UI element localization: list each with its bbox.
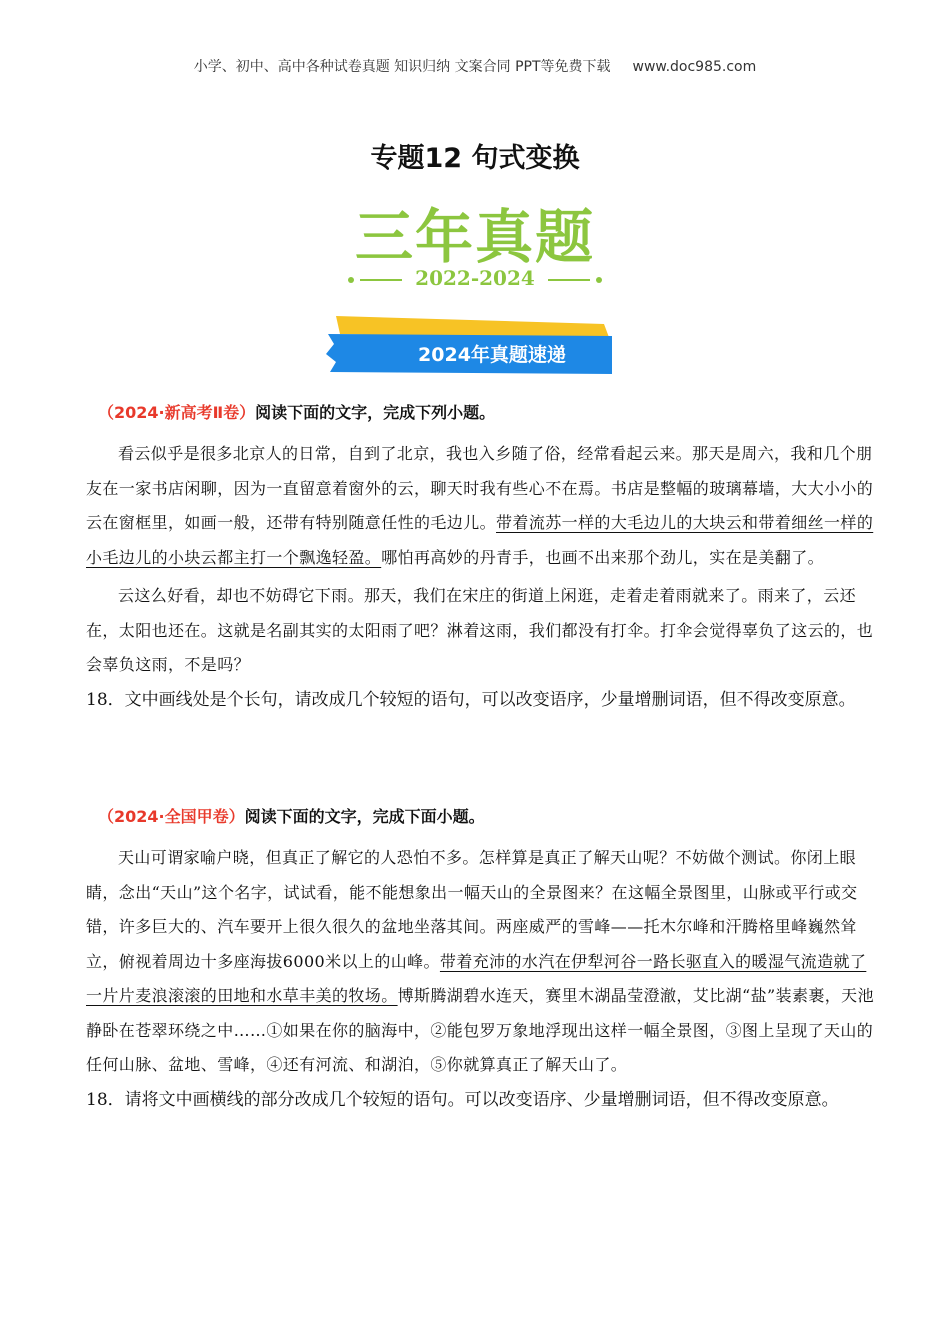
question-1-instruction: 阅读下面的文字，完成下列小题。 [255,403,496,422]
site-header [0,56,950,76]
question-1-paragraph-1 [86,437,876,575]
site-header-text: 小学、初中、高中各种试卷真题 知识归纳 文案合同 PPT等免费下载 [193,59,611,75]
right-dot-icon [596,277,602,283]
left-divider [360,279,402,281]
question-2-header [98,804,876,827]
question-1-source: （2024·新高考Ⅱ卷） [98,403,256,422]
question-2-source: （2024·全国甲卷） [98,807,245,826]
question-2-task: 18．请将文中画横线的部分改成几个较短的语句。可以改变语序、少量增删词语，但不得改变原意。 [86,1089,839,1110]
passage-text: 博斯腾湖碧水连天，赛里木湖晶莹澄澈，艾比湖“盐”装素裹，天池静卧在苍翠环绕之中……①如果在你的脑海中，②能包罗万象地浮现出这样一幅全景图，③图上呈现了天山的任何山脉、盆地、雪峰，④还有河流、和湖泊，⑤你就算真正了解天山了。 [86,986,874,1074]
section-banner [318,314,614,376]
question-2 [86,804,876,1117]
question-1-task: 18．文中画线处是个长句，请改成几个较短的语句，可以改变语序，少量增删词语，但不得改变原意。 [86,689,856,710]
years-text: 2022-2024 [415,266,535,290]
question-1 [86,400,876,717]
question-1-paragraph-2: 云这么好看，却也不妨碍它下雨。那天，我们在宋庄的街道上闲逛，走着走着雨就来了。雨来了，云还在，太阳也还在。这就是名副其实的太阳雨了吧？淋着这雨，我们都没有打伞。打伞会觉得辜负了这云的，也会辜负这雨，不是吗？ [86,586,874,674]
passage-text: 哪怕再高妙的丹青手，也画不出来那个劲儿，实在是美翻了。 [381,547,825,567]
site-url[interactable]: www.doc985.com [632,59,757,75]
question-2-instruction: 阅读下面的文字，完成下面小题。 [244,807,485,826]
passage-text: 看云似乎是很多北京人的日常，自到了北京，我也入乡随了俗，经常看起云来。那天是周六，我和几个朋友在一家书店闲聊，因为一直留意着窗外的云，聊天时我有些心不在焉。书店是整幅的玻璃幕墙，大大小小的云在窗框里，如画一般，还带有特别随意任性的毛边儿。 [86,444,874,532]
left-dot-icon [348,277,354,283]
page-title: 专题12 句式变换 [370,143,580,174]
question-1-header [98,400,876,423]
three-year-title: 三年真题 [354,203,595,271]
passage-text: 天山可谓家喻户晓，但真正了解它的人恐怕不多。怎样算是真正了解天山呢？不妨做个测试。你闭上眼睛，念出“天山”这个名字，试试看，能不能想象出一幅天山的全景图来？在这幅全景图里，山脉或平行或交错，许多巨大的、汽车要开上很久很久的盆地坐落其间。两座威严的雪峰——托木尔峰和汗腾格里峰巍然耸立，俯视着周边十多座海拔6000米以上的山峰。 [86,848,858,971]
question-2-paragraph-1 [86,841,876,1083]
underlined-sentence: 带着流苏一样的大毛边儿的大块云和带着细丝一样的小毛边儿的小块云都主打一个飘逸轻盈。 [86,513,874,567]
right-divider [548,279,590,281]
years-range [0,266,950,290]
underlined-sentence: 带着充沛的水汽在伊犁河谷一路长驱直入的暖湿气流造就了一片片麦浪滚滚的田地和水草丰美的牧场。 [86,951,867,1005]
banner-label: 2024年真题速递 [418,344,566,366]
